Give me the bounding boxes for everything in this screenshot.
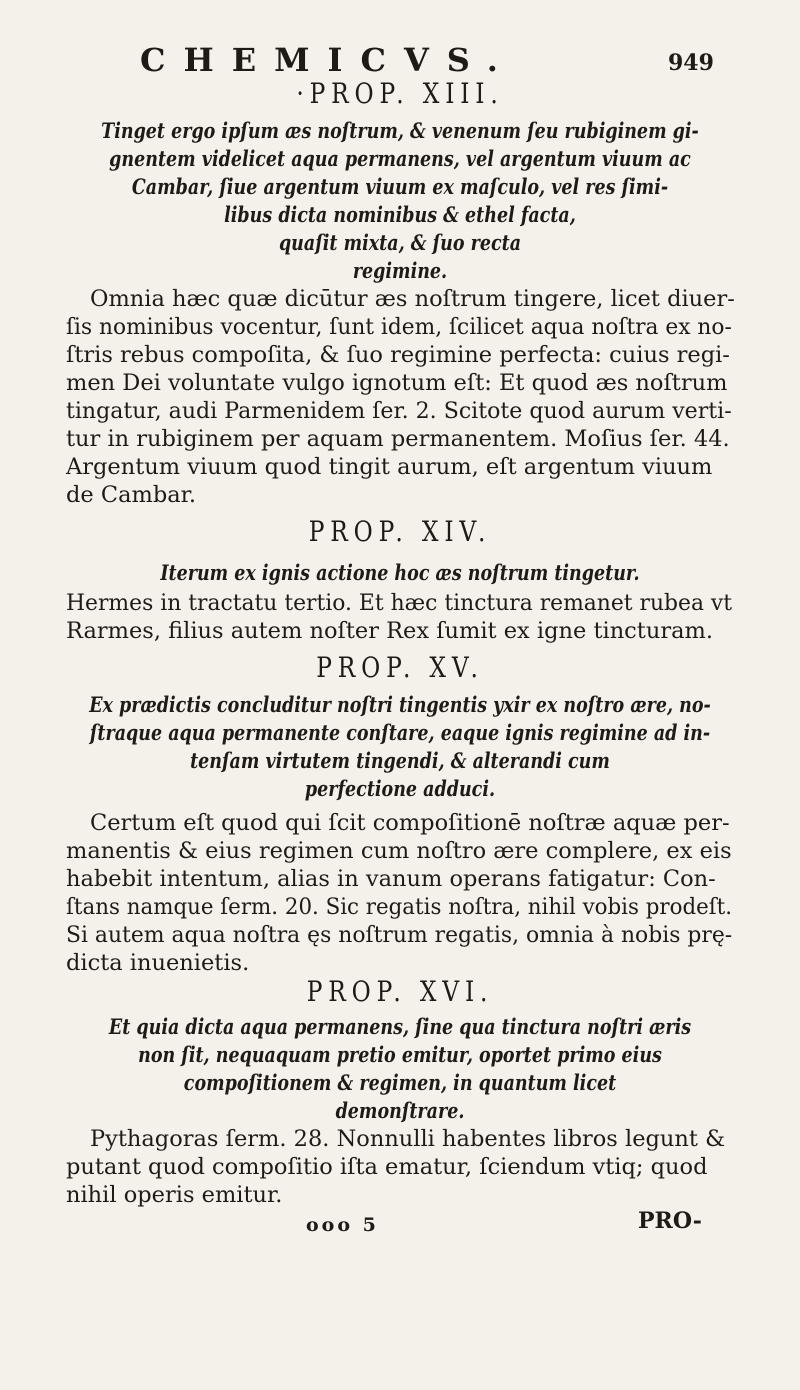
prop-15-statement-line: tenſam virtutem tingendi, & alterandi cum [190, 748, 610, 773]
prop-14-heading: PROP. XIV. [308, 515, 492, 548]
prop-14-text-line: Rarmes, filius autem noſter Rex ſumit ex igne tincturam. [66, 618, 713, 644]
running-title: CHEMICVS. [140, 41, 516, 79]
prop-13-text-line: men Dei voluntate vulgo ignotum eſt: Et quod æs noſtrum [66, 370, 728, 396]
prop-16-statement-line: compoſitionem & regimen, in quantum licet [183, 1070, 617, 1095]
prop-15-statement-line: Ex prædictis concluditur noſtri tingentis yxir ex noſtro ære, no- [89, 692, 711, 717]
prop-13-text-line: ſis nominibus vocentur, ſunt idem, ſcilicet aqua noſtra ex no- [66, 314, 732, 340]
prop-13-statement-line: regimine. [352, 258, 448, 283]
prop-13-text-line: tingatur, audi Parmenidem ſer. 2. Scitote quod aurum verti- [66, 398, 732, 424]
prop-16-text-line: nihil operis emitur. [66, 1182, 283, 1208]
prop-14-text-line: Hermes in tractatu tertio. Et hæc tinctura remanet rubea vt [66, 590, 733, 616]
prop-16-statement-line: Et quia dicta aqua permanens, ſine qua tinctura noſtri æris [108, 1014, 692, 1039]
prop-13-text-line: Argentum viuum quod tingit aurum, eſt argentum viuum [66, 454, 713, 480]
prop-13-text-line: Omnia hæc quæ dicūtur æs noſtrum tingere, licet diuer- [90, 286, 735, 312]
prop-15-text-line: dicta inuenietis. [66, 950, 250, 976]
prop-16-text-line: Pythagoras ſerm. 28. Nonnulli habentes libros legunt & [90, 1126, 726, 1152]
prop-16-statement-line: non ſit, nequaquam pretio emitur, oportet primo eius [138, 1042, 662, 1067]
prop-16-heading: PROP. XVI. [306, 975, 494, 1008]
prop-13-statement-line: Tinget ergo ipſum æs noſtrum, & venenum ſeu rubiginem gi- [101, 118, 699, 143]
prop-13-text-line: ſtris rebus compoſita, & ſuo regimine perfecta: cuius regi- [66, 342, 730, 368]
prop-15-text-line: habebit intentum, alias in vanum operans fatigatur: Con- [66, 866, 716, 892]
prop-13-heading: ·PROP. XIII. [296, 77, 504, 110]
prop-14-statement-line: Iterum ex ignis actione hoc æs noſtrum tingetur. [160, 560, 640, 585]
prop-13-statement-line: Cambar, ſiue argentum viuum ex maſculo, vel res ſimi- [131, 174, 669, 199]
page-number: 949 [668, 50, 714, 76]
prop-15-statement-line: perfectione adduci. [304, 776, 496, 801]
prop-16-statement-line: demonſtrare. [335, 1098, 465, 1123]
prop-15-statement-line: ſtraque aqua permanente conſtare, eaque ignis regimine ad in- [89, 720, 711, 745]
prop-15-heading: PROP. XV. [316, 651, 484, 684]
catchword: PRO- [638, 1208, 702, 1234]
prop-15-text-line: Certum eſt quod qui ſcit compoſitionē noſtræ aquæ per- [90, 810, 730, 836]
prop-15-text-line: ſtans namque ſerm. 20. Sic regatis noſtra, nihil vobis prodeſt. [66, 894, 733, 920]
prop-13-text-line: de Cambar. [66, 482, 197, 508]
prop-15-text-line: Si autem aqua noſtra ęs noſtrum regatis, omnia à nobis prę- [66, 922, 733, 948]
prop-13-statement-line: gnentem videlicet aqua permanens, vel argentum viuum ac [109, 146, 691, 171]
prop-13-statement-line: libus dicta nominibus & ethel facta, [224, 202, 576, 227]
prop-13-statement-line: quaſit mixta, & ſuo recta [278, 230, 522, 255]
signature-mark: ooo 5 [306, 1214, 379, 1236]
prop-15-text-line: manentis & eius regimen cum noſtro ære complere, ex eis [66, 838, 732, 864]
prop-13-text-line: tur in rubiginem per aquam permanentem. Moſius ſer. 44. [66, 426, 730, 452]
prop-16-text-line: putant quod compoſitio iſta ematur, ſciendum vtiq; quod [66, 1154, 708, 1180]
